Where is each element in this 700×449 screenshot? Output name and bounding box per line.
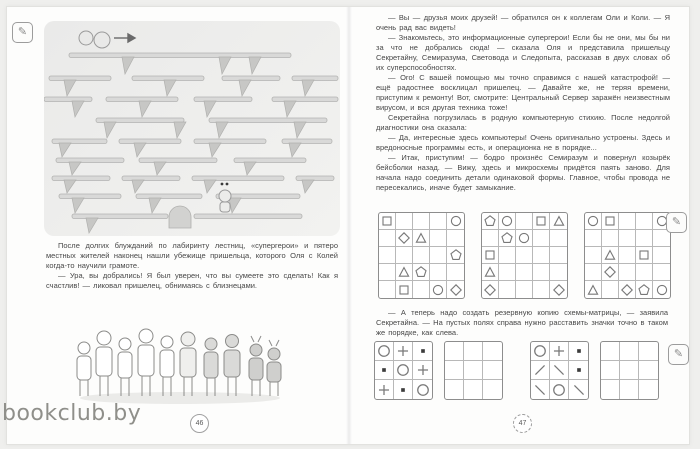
- triangle-icon: [414, 231, 428, 245]
- grid-cell: [413, 281, 430, 298]
- grid-cell: [550, 247, 567, 264]
- square-icon: [534, 214, 548, 228]
- grid-cell: [464, 361, 483, 380]
- grid-cell: [430, 281, 447, 298]
- paragraph: — Ура, вы добрались! Я был уверен, что вы сумеете это сделать! Как я счастлив! — ликовал пришелец, обнимаясь с близнецами.: [46, 271, 338, 290]
- circle-icon: [431, 283, 445, 297]
- grid-cell: [516, 230, 533, 247]
- grid-cell: [499, 213, 516, 230]
- grid-cell: [550, 342, 569, 361]
- grid-cell: [375, 342, 394, 361]
- grid-cell: [447, 230, 464, 247]
- grid-cell: [653, 230, 670, 247]
- grid-cell: [413, 361, 432, 380]
- matrix-row: [374, 341, 659, 400]
- circle-icon: [586, 214, 600, 228]
- grid-cell: [482, 264, 499, 281]
- circle-icon: [532, 343, 548, 359]
- matrix-source-2: [530, 341, 589, 400]
- paragraph: — Итак, приступим! — бодро произнёс Семиразум и повернул козырёк бейсболки назад. — Вижу, здесь и микросхемы придётся паять заново. Для начала надо соединить детали одинаковой формы. Главное, чтобы провода не пересекались, иначе будет замыкание.: [376, 153, 670, 192]
- grid-cell: [430, 213, 447, 230]
- matrix-target-2: [600, 341, 659, 400]
- grid-cell: [483, 380, 502, 399]
- triangle-icon: [397, 265, 411, 279]
- grid-cell: [447, 213, 464, 230]
- grid-cell: [619, 230, 636, 247]
- circle-icon: [395, 362, 411, 378]
- grid-cell: [533, 247, 550, 264]
- diamond-icon: [620, 283, 634, 297]
- grid-cell: [447, 247, 464, 264]
- circle-icon: [517, 231, 531, 245]
- grid-cell: [585, 264, 602, 281]
- dot-icon: [571, 362, 587, 378]
- diamond-icon: [603, 265, 617, 279]
- pencil-icon: [668, 344, 689, 365]
- paragraph: После долгих блужданий по лабиринту лестниц, «супергерои» и пятеро местных жителей наконец нашли убежище пришельца, которого Оля с Колей когда-то научили грамоте.: [46, 241, 338, 270]
- pencil-icon-glyph: ✎: [673, 348, 684, 360]
- matrix-instruction-paragraph: — А теперь надо создать резервную копию схемы-матрицы, — заявила Секретайна. — На пустых полях справа нужно расставить значки точно в таком же порядке, как слева.: [376, 308, 668, 337]
- matrix-source-1: [374, 341, 433, 400]
- grid-cell: [430, 264, 447, 281]
- grid-cell: [653, 247, 670, 264]
- grid-cell: [483, 342, 502, 361]
- grid-cell: [533, 230, 550, 247]
- square-icon: [637, 248, 651, 262]
- paragraph: — Да, интересные здесь компьютеры! Очень оригинально устроены. Здесь и вредоносные программы есть, и операционка не в порядке...: [376, 133, 670, 152]
- dot-icon: [395, 382, 411, 398]
- pencil-icon: [12, 22, 33, 43]
- shape-grid-1: [378, 212, 465, 299]
- grid-cell: [585, 247, 602, 264]
- grid-cell: [413, 342, 432, 361]
- backslash-icon: [571, 382, 587, 398]
- bookclub-watermark: bookclub.by: [2, 401, 142, 426]
- grid-cell: [396, 230, 413, 247]
- crowd-drawing: [68, 306, 292, 406]
- square-icon: [380, 214, 394, 228]
- grid-cell: [379, 247, 396, 264]
- plus-icon: [376, 382, 392, 398]
- grid-cell: [516, 247, 533, 264]
- grid-cell: [499, 247, 516, 264]
- grid-cell: [601, 380, 620, 399]
- grid-cell: [531, 380, 550, 399]
- circle-icon: [500, 214, 514, 228]
- grid-cell: [601, 361, 620, 380]
- grid-cell: [531, 342, 550, 361]
- pentagon-icon: [637, 283, 651, 297]
- shape-grid-3: [584, 212, 671, 299]
- grid-cell: [620, 342, 639, 361]
- grid-cell: [413, 380, 432, 399]
- grid-cell: [379, 213, 396, 230]
- grid-cell: [620, 361, 639, 380]
- maze-exit-door: [169, 206, 191, 228]
- grid-cell: [430, 247, 447, 264]
- paragraph: — Знакомьтесь, это информационные супергерои! Если бы не они, мы бы ни за что не добрались сюда! — сказала Оля и представила пришельцу Секретайну, Семиразума, Световода и Следопыта, рассказав в двух словах об их суперспособностях.: [376, 33, 670, 72]
- grid-cell: [653, 281, 670, 298]
- grid-cell: [464, 380, 483, 399]
- crowd-illustration: [68, 306, 292, 406]
- grid-cell: [550, 230, 567, 247]
- grid-cell: [447, 281, 464, 298]
- circle-icon: [376, 343, 392, 359]
- grid-cell: [413, 264, 430, 281]
- diamond-icon: [397, 231, 411, 245]
- matrix-target-1: [444, 341, 503, 400]
- page-number-right: 47: [513, 414, 532, 433]
- grid-cell: [639, 361, 658, 380]
- grid-cell: [636, 213, 653, 230]
- grid-cell: [533, 264, 550, 281]
- grid-cell: [619, 213, 636, 230]
- paragraph: — Ого! С вашей помощью мы точно справимся с нашей катастрофой! — ещё радостнее восклицал пришелец. — Давайте же, не теряя времени, приступим к ремонту! Вот, смотрите: Центральный Сервер заражён неизвестным вирусом, и вся другая техника тоже!: [376, 73, 670, 112]
- grid-cell: [585, 230, 602, 247]
- square-icon: [483, 248, 497, 262]
- pencil-icon: [666, 212, 687, 233]
- right-page-text: [376, 13, 670, 193]
- grid-cell: [445, 380, 464, 399]
- grid-cell: [482, 281, 499, 298]
- grid-cell: [550, 380, 569, 399]
- grid-cell: [550, 264, 567, 281]
- grid-cell: [396, 247, 413, 264]
- circle-icon: [655, 283, 669, 297]
- circle-icon: [449, 214, 463, 228]
- pentagon-icon: [449, 248, 463, 262]
- grid-cell: [499, 230, 516, 247]
- grid-cell: [394, 361, 413, 380]
- plus-icon: [395, 343, 411, 359]
- grid-cell: [375, 380, 394, 399]
- grid-cell: [482, 213, 499, 230]
- matrix-instruction: [376, 308, 668, 338]
- grid-cell: [639, 342, 658, 361]
- page-fold: [346, 7, 352, 444]
- alien-figure: [219, 183, 231, 212]
- grid-cell: [464, 342, 483, 361]
- grid-cell: [483, 361, 502, 380]
- grid-cell: [619, 247, 636, 264]
- grid-cell: [499, 281, 516, 298]
- grid-cell: [396, 281, 413, 298]
- grid-cell: [585, 213, 602, 230]
- dot-icon: [376, 362, 392, 378]
- dot-icon: [415, 343, 431, 359]
- plus-icon: [551, 343, 567, 359]
- grid-cell: [379, 264, 396, 281]
- grid-cell: [516, 281, 533, 298]
- matrix-pair-1: [374, 341, 503, 400]
- backslash-icon: [532, 382, 548, 398]
- diamond-icon: [483, 283, 497, 297]
- paragraph: — Вы — друзья моих друзей! — обратился он к коллегам Оли и Коли. — Я очень рад вас видеть!: [376, 13, 670, 32]
- square-icon: [397, 283, 411, 297]
- grid-cell: [516, 264, 533, 281]
- grid-cell: [569, 342, 588, 361]
- grid-cell: [413, 247, 430, 264]
- left-page-text: [46, 241, 338, 291]
- grid-cell: [602, 281, 619, 298]
- matrix-pair-2: [530, 341, 659, 400]
- grid-cell: [619, 264, 636, 281]
- grid-cell: [430, 230, 447, 247]
- shape-grids-row: [378, 212, 671, 299]
- grid-cell: [569, 361, 588, 380]
- grid-cell: [394, 342, 413, 361]
- grid-cell: [550, 361, 569, 380]
- triangle-icon: [603, 248, 617, 262]
- shape-grid-2: [481, 212, 568, 299]
- grid-cell: [585, 281, 602, 298]
- grid-cell: [375, 361, 394, 380]
- grid-cell: [639, 380, 658, 399]
- grid-cell: [379, 281, 396, 298]
- dot-icon: [571, 343, 587, 359]
- triangle-icon: [483, 265, 497, 279]
- grid-cell: [396, 213, 413, 230]
- grid-cell: [602, 247, 619, 264]
- grid-cell: [445, 342, 464, 361]
- grid-cell: [620, 380, 639, 399]
- maze-drawing: [44, 21, 340, 236]
- diamond-icon: [552, 283, 566, 297]
- grid-cell: [602, 264, 619, 281]
- pentagon-icon: [414, 265, 428, 279]
- grid-cell: [394, 380, 413, 399]
- grid-cell: [516, 213, 533, 230]
- grid-cell: [619, 281, 636, 298]
- grid-cell: [413, 230, 430, 247]
- grid-cell: [602, 230, 619, 247]
- diamond-icon: [449, 283, 463, 297]
- grid-cell: [531, 361, 550, 380]
- grid-cell: [636, 281, 653, 298]
- backslash-icon: [551, 362, 567, 378]
- grid-cell: [447, 264, 464, 281]
- triangle-icon: [552, 214, 566, 228]
- grid-cell: [550, 281, 567, 298]
- grid-cell: [413, 213, 430, 230]
- grid-cell: [601, 342, 620, 361]
- grid-cell: [379, 230, 396, 247]
- grid-cell: [636, 264, 653, 281]
- grid-cell: [533, 213, 550, 230]
- grid-cell: [636, 230, 653, 247]
- pencil-icon-glyph: ✎: [671, 216, 682, 228]
- maze-illustration: [44, 21, 340, 236]
- pentagon-icon: [483, 214, 497, 228]
- plus-icon: [415, 362, 431, 378]
- circle-icon: [551, 382, 567, 398]
- grid-cell: [445, 361, 464, 380]
- grid-cell: [482, 247, 499, 264]
- pentagon-icon: [500, 231, 514, 245]
- paragraph: Секретайна погрузилась в родную компьютерную стихию. После недолгой диагностики она сказала:: [376, 113, 670, 132]
- pencil-icon-glyph: ✎: [17, 26, 28, 38]
- grid-cell: [653, 264, 670, 281]
- grid-cell: [482, 230, 499, 247]
- page-number-left: 46: [190, 414, 209, 433]
- grid-cell: [499, 264, 516, 281]
- triangle-icon: [586, 283, 600, 297]
- slash-icon: [532, 362, 548, 378]
- grid-cell: [602, 213, 619, 230]
- square-icon: [603, 214, 617, 228]
- grid-cell: [396, 264, 413, 281]
- circle-icon: [415, 382, 431, 398]
- grid-cell: [569, 380, 588, 399]
- grid-cell: [533, 281, 550, 298]
- grid-cell: [636, 247, 653, 264]
- grid-cell: [550, 213, 567, 230]
